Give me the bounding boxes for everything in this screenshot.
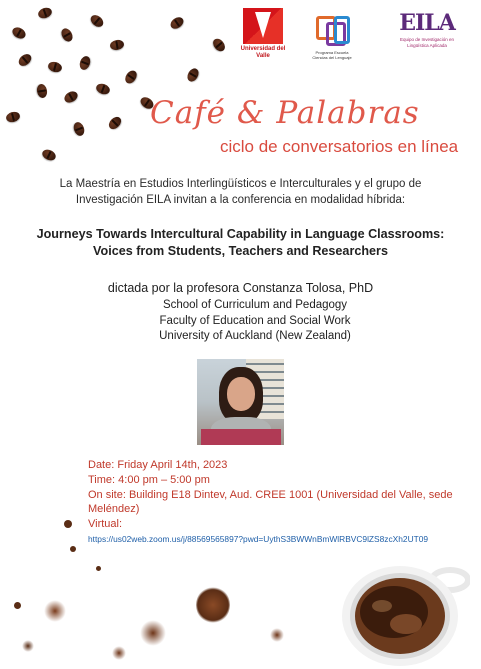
coffee-stain-icon <box>22 640 34 652</box>
coffee-stain-icon <box>112 646 126 660</box>
coffee-bean-icon <box>123 68 139 85</box>
coffee-stain-icon <box>196 586 230 624</box>
coffee-bean-icon <box>72 121 86 138</box>
coffee-bean-icon <box>211 36 228 53</box>
event-location: On site: Building E18 Dintev, Aud. CREE 1001 (Universidad del Valle, sede <box>88 488 453 501</box>
speaker-affiliation <box>100 298 410 345</box>
event-location-cont: Meléndez) <box>88 503 140 516</box>
coffee-bean-icon <box>78 55 92 72</box>
coffee-bean-icon <box>95 82 112 96</box>
coffee-bean-icon <box>37 6 54 20</box>
coffee-stain-icon <box>140 620 166 646</box>
univalle-logo-icon <box>243 8 283 44</box>
invitation-text <box>20 176 461 208</box>
coffee-bean-icon <box>109 39 125 51</box>
programa-logo-icon <box>314 14 350 48</box>
coffee-bean-icon <box>168 15 185 31</box>
coffee-stain-icon <box>70 546 76 552</box>
coffee-stain-icon <box>14 602 21 609</box>
coffee-bean-icon <box>107 115 124 132</box>
conference-title-line-1: Journeys Towards Intercultural Capability in Language Classrooms: <box>36 227 445 241</box>
eila-logo-mark: EILA <box>399 10 455 36</box>
coffee-bean-icon <box>88 13 105 30</box>
coffee-bean-icon <box>36 83 48 99</box>
eila-logo-text: Equipo de Investigación en Lingüística Aplicada <box>399 37 455 48</box>
virtual-label: Virtual: <box>88 518 123 531</box>
invitation-line-1: La Maestría en Estudios Interlingüísticos e Interculturales y el grupo de <box>59 178 422 190</box>
programa-logo <box>310 14 354 60</box>
affiliation-school: School of Curriculum and Pedagogy <box>162 299 348 311</box>
coffee-bean-icon <box>47 60 63 73</box>
coffee-bean-icon <box>16 52 33 69</box>
invitation-line-2: Investigación EILA invitan a la conferencia en modalidad híbrida: <box>75 194 406 206</box>
programa-logo-text: Programa Escuela Ciencias del Lenguaje <box>312 50 352 60</box>
coffee-stain-icon <box>64 520 72 528</box>
zoom-link[interactable]: https://us02web.zoom.us/j/88569565897?pwd=UythS3BWWnBmWlRBVC9lZS8zcXh2UT09 <box>88 533 429 544</box>
event-title: Café & Palabras <box>150 95 420 131</box>
coffee-bean-icon <box>62 89 79 105</box>
conference-title <box>10 226 471 260</box>
affiliation-university: University of Auckland (New Zealand) <box>159 330 351 342</box>
univalle-logo <box>240 8 286 60</box>
event-time: Time: 4:00 pm – 5:00 pm <box>88 473 210 486</box>
coffee-stain-icon <box>270 628 284 642</box>
coffee-stain-icon <box>96 566 101 571</box>
event-details <box>88 458 478 547</box>
coffee-cup-icon <box>342 558 470 666</box>
coffee-bean-icon <box>5 110 21 123</box>
coffee-bean-icon <box>10 25 27 41</box>
univalle-logo-text: Universidad del Valle <box>240 46 286 59</box>
conference-title-line-2: Voices from Students, Teachers and Researchers <box>93 244 388 258</box>
speaker-photo <box>197 359 284 445</box>
coffee-bean-icon <box>41 148 58 163</box>
coffee-bean-icon <box>185 66 201 83</box>
event-subtitle: ciclo de conversatorios en línea <box>220 137 459 156</box>
coffee-stain-icon <box>44 600 66 622</box>
eila-logo <box>392 10 462 49</box>
event-date: Date: Friday April 14th, 2023 <box>88 459 228 471</box>
affiliation-faculty: Faculty of Education and Social Work <box>159 314 351 327</box>
speaker-name: dictada por la profesora Constanza Tolosa, PhD <box>107 281 374 295</box>
coffee-bean-icon <box>59 26 75 43</box>
